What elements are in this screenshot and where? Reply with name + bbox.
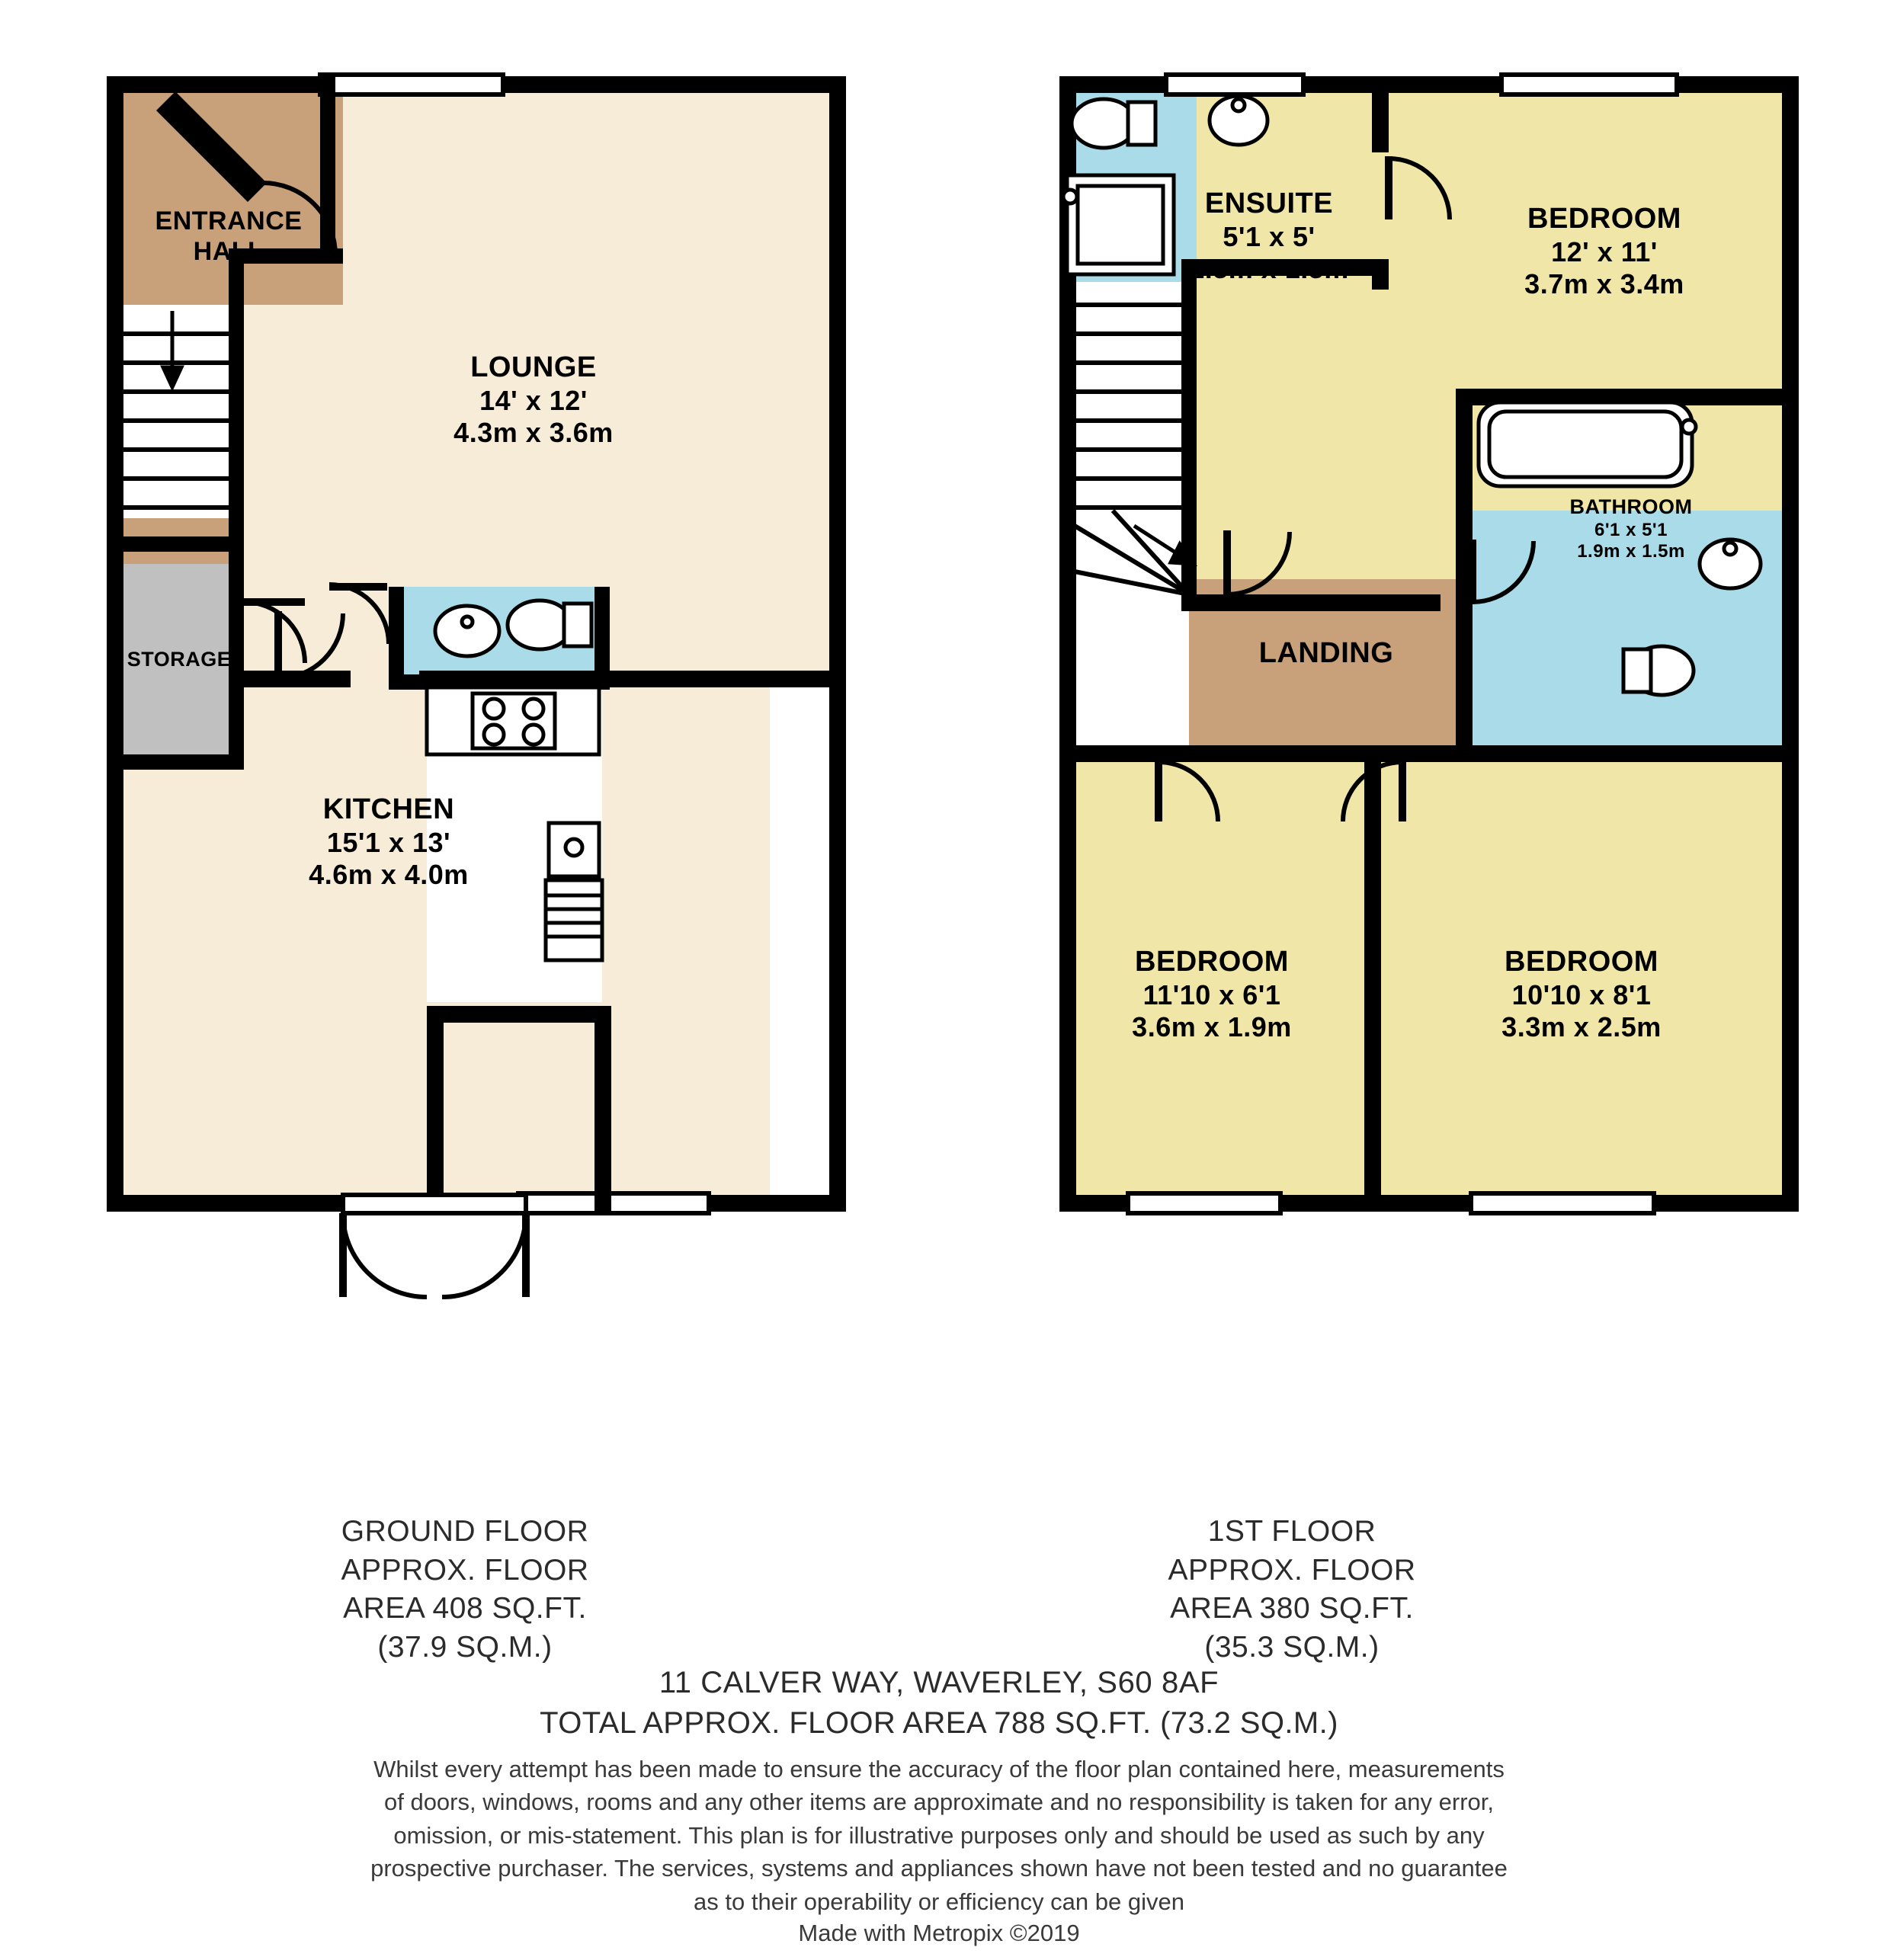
plan-footer	[0, 1661, 1878, 1947]
room-label-bedroom-1: BEDROOM 12' x 11' 3.7m x 3.4m	[1524, 203, 1684, 300]
first-floor-summary: 1ST FLOOR APPROX. FLOOR AREA 380 SQ.FT. (35.3 SQ.M.)	[1168, 1515, 1416, 1664]
ground-floor-summary: GROUND FLOOR APPROX. FLOOR AREA 408 SQ.FT. (37.9 SQ.M.)	[341, 1515, 589, 1664]
made-with-credit: Made with Metropix ©2019	[798, 1919, 1080, 1946]
room-label-lounge: LOUNGE 14' x 12' 4.3m x 3.6m	[453, 351, 614, 449]
ground-floor-plan	[91, 69, 854, 1440]
room-label-bedroom-3: BEDROOM 10'10 x 8'1 3.3m x 2.5m	[1501, 946, 1662, 1043]
room-label-entrance-hall: ENTRANCE HALL	[155, 207, 303, 267]
room-label-kitchen: KITCHEN 15'1 x 13' 4.6m x 4.0m	[309, 793, 469, 891]
first-floor-plan	[1044, 69, 1806, 1440]
room-label-bathroom: BATHROOM 6'1 x 5'1 1.9m x 1.5m	[1569, 495, 1693, 562]
total-floor-area: TOTAL APPROX. FLOOR AREA 788 SQ.FT. (73.2 SQ.M.)	[540, 1706, 1338, 1740]
property-address: 11 CALVER WAY, WAVERLEY, S60 8AF	[659, 1666, 1219, 1699]
room-label-landing: LANDING	[1258, 637, 1394, 669]
room-label-ensuite: ENSUITE 5'1 x 5' 1.5m x 1.5m	[1189, 187, 1349, 285]
ground-floor-lines	[91, 69, 854, 1440]
room-label-storage: STORAGE	[127, 648, 232, 671]
room-label-bedroom-2: BEDROOM 11'10 x 6'1 3.6m x 1.9m	[1132, 946, 1292, 1043]
disclaimer-text: Whilst every attempt has been made to ensure the accuracy of the floor plan contained here, measurements of doors, windows, rooms and any other items are approximate and no responsibility is taken for any error, omission, or mis-statement. This plan is for illustrative purposes only and should be used as such by any prospective purchaser. The services, systems and appliances shown have not been tested and no guarantee as to their operability or efficiency can be given	[370, 1756, 1508, 1915]
